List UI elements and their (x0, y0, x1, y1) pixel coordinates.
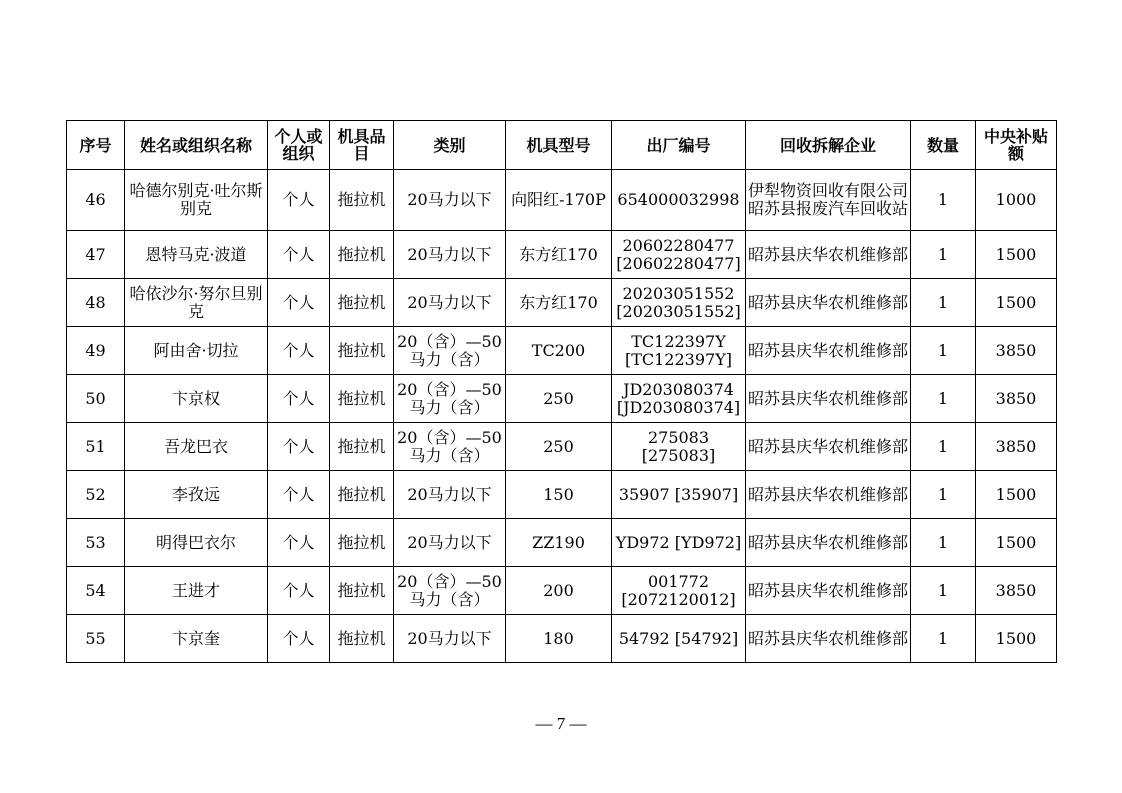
header-category: 类别 (394, 121, 506, 170)
cell-type: 个人 (268, 519, 330, 567)
cell-category: 20（含）—50马力（含） (394, 567, 506, 615)
cell-model: 东方红170 (506, 231, 612, 279)
cell-name: 明得巴衣尔 (125, 519, 268, 567)
cell-no: 46 (67, 170, 125, 231)
cell-amount: 3850 (976, 327, 1057, 375)
cell-company: 昭苏县庆华农机维修部 (746, 327, 911, 375)
cell-category: 20马力以下 (394, 170, 506, 231)
cell-name: 恩特马克·波道 (125, 231, 268, 279)
header-model: 机具型号 (506, 121, 612, 170)
cell-company: 昭苏县庆华农机维修部 (746, 423, 911, 471)
cell-type: 个人 (268, 170, 330, 231)
table-row (67, 471, 1057, 519)
cell-category: 20（含）—50马力（含） (394, 423, 506, 471)
header-type: 个人或组织 (268, 121, 330, 170)
cell-serial: 54792 [54792] (612, 615, 746, 663)
cell-item: 拖拉机 (330, 231, 394, 279)
cell-no: 55 (67, 615, 125, 663)
cell-type: 个人 (268, 471, 330, 519)
cell-serial: 001772 [2072120012] (612, 567, 746, 615)
cell-model: 250 (506, 423, 612, 471)
table-row (67, 231, 1057, 279)
cell-name: 阿由舍·切拉 (125, 327, 268, 375)
cell-type: 个人 (268, 375, 330, 423)
cell-type: 个人 (268, 615, 330, 663)
cell-category: 20马力以下 (394, 471, 506, 519)
cell-serial: 275083 [275083] (612, 423, 746, 471)
table-row (67, 423, 1057, 471)
cell-qty: 1 (911, 279, 976, 327)
subsidy-table (66, 120, 1057, 663)
cell-amount: 3850 (976, 375, 1057, 423)
cell-model: ZZ190 (506, 519, 612, 567)
cell-amount: 1500 (976, 519, 1057, 567)
cell-amount: 3850 (976, 423, 1057, 471)
cell-no: 53 (67, 519, 125, 567)
cell-serial: 654000032998 (612, 170, 746, 231)
cell-category: 20马力以下 (394, 519, 506, 567)
header-amount: 中央补贴额 (976, 121, 1057, 170)
cell-company: 昭苏县庆华农机维修部 (746, 375, 911, 423)
cell-name: 王进才 (125, 567, 268, 615)
cell-serial: TC122397Y [TC122397Y] (612, 327, 746, 375)
cell-serial: JD203080374 [JD203080374] (612, 375, 746, 423)
cell-amount: 1500 (976, 471, 1057, 519)
cell-no: 49 (67, 327, 125, 375)
cell-item: 拖拉机 (330, 375, 394, 423)
header-row (67, 121, 1057, 170)
cell-name: 李孜远 (125, 471, 268, 519)
cell-category: 20（含）—50马力（含） (394, 375, 506, 423)
cell-no: 52 (67, 471, 125, 519)
cell-name: 卞京奎 (125, 615, 268, 663)
header-name: 姓名或组织名称 (125, 121, 268, 170)
cell-model: 180 (506, 615, 612, 663)
cell-item: 拖拉机 (330, 471, 394, 519)
cell-item: 拖拉机 (330, 279, 394, 327)
table-row (67, 567, 1057, 615)
table-row (67, 615, 1057, 663)
cell-item: 拖拉机 (330, 567, 394, 615)
cell-amount: 1000 (976, 170, 1057, 231)
header-serial: 出厂编号 (612, 121, 746, 170)
cell-item: 拖拉机 (330, 327, 394, 375)
cell-serial: 20602280477 [20602280477] (612, 231, 746, 279)
cell-name: 哈德尔别克·吐尔斯别克 (125, 170, 268, 231)
cell-qty: 1 (911, 375, 976, 423)
cell-item: 拖拉机 (330, 519, 394, 567)
table-row (67, 327, 1057, 375)
cell-model: 200 (506, 567, 612, 615)
cell-name: 卞京权 (125, 375, 268, 423)
cell-company: 昭苏县庆华农机维修部 (746, 231, 911, 279)
cell-company: 昭苏县庆华农机维修部 (746, 615, 911, 663)
cell-type: 个人 (268, 231, 330, 279)
cell-amount: 1500 (976, 231, 1057, 279)
cell-category: 20（含）—50马力（含） (394, 327, 506, 375)
cell-amount: 1500 (976, 279, 1057, 327)
cell-model: 150 (506, 471, 612, 519)
cell-item: 拖拉机 (330, 423, 394, 471)
cell-company: 昭苏县庆华农机维修部 (746, 519, 911, 567)
header-no: 序号 (67, 121, 125, 170)
cell-qty: 1 (911, 170, 976, 231)
cell-no: 51 (67, 423, 125, 471)
cell-qty: 1 (911, 567, 976, 615)
cell-no: 54 (67, 567, 125, 615)
cell-qty: 1 (911, 519, 976, 567)
cell-serial: 20203051552 [20203051552] (612, 279, 746, 327)
table-row (67, 375, 1057, 423)
cell-type: 个人 (268, 327, 330, 375)
cell-no: 47 (67, 231, 125, 279)
cell-type: 个人 (268, 423, 330, 471)
cell-model: 250 (506, 375, 612, 423)
header-qty: 数量 (911, 121, 976, 170)
header-company: 回收拆解企业 (746, 121, 911, 170)
cell-no: 50 (67, 375, 125, 423)
cell-qty: 1 (911, 423, 976, 471)
page-number: — 7 — (535, 714, 587, 733)
header-item: 机具品目 (330, 121, 394, 170)
cell-category: 20马力以下 (394, 615, 506, 663)
cell-no: 48 (67, 279, 125, 327)
cell-item: 拖拉机 (330, 615, 394, 663)
cell-amount: 1500 (976, 615, 1057, 663)
cell-type: 个人 (268, 279, 330, 327)
cell-name: 哈依沙尔·努尔旦别克 (125, 279, 268, 327)
table-row (67, 170, 1057, 231)
cell-item: 拖拉机 (330, 170, 394, 231)
cell-name: 吾龙巴衣 (125, 423, 268, 471)
cell-qty: 1 (911, 471, 976, 519)
cell-serial: YD972 [YD972] (612, 519, 746, 567)
cell-company: 昭苏县庆华农机维修部 (746, 279, 911, 327)
table-row (67, 279, 1057, 327)
cell-category: 20马力以下 (394, 279, 506, 327)
cell-serial: 35907 [35907] (612, 471, 746, 519)
cell-amount: 3850 (976, 567, 1057, 615)
cell-model: 向阳红-170P (506, 170, 612, 231)
table-row (67, 519, 1057, 567)
cell-company: 昭苏县庆华农机维修部 (746, 471, 911, 519)
cell-type: 个人 (268, 567, 330, 615)
cell-company: 昭苏县庆华农机维修部 (746, 567, 911, 615)
cell-qty: 1 (911, 615, 976, 663)
cell-model: 东方红170 (506, 279, 612, 327)
cell-qty: 1 (911, 231, 976, 279)
cell-category: 20马力以下 (394, 231, 506, 279)
cell-company: 伊犁物资回收有限公司昭苏县报废汽车回收站 (746, 170, 911, 231)
cell-qty: 1 (911, 327, 976, 375)
cell-model: TC200 (506, 327, 612, 375)
